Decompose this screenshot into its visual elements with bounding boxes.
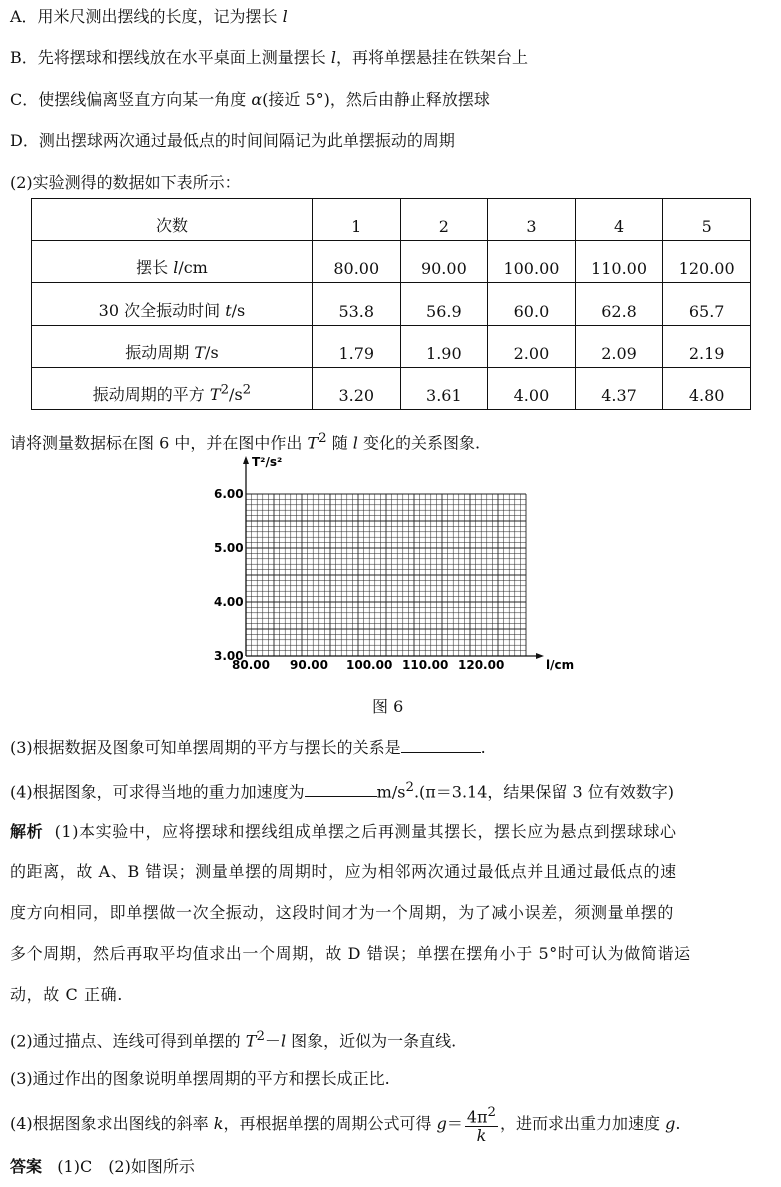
table-cell: 120.00 xyxy=(663,241,751,283)
t2-vs-l-grid-chart xyxy=(210,454,590,684)
row-label-time: 30 次全振动时间 t/s xyxy=(32,283,313,325)
x-tick-label: 110.00 xyxy=(402,658,449,672)
table-cell: 4.00 xyxy=(488,367,576,409)
x-tick-label: 120.00 xyxy=(458,658,505,672)
answer-label: 答案 xyxy=(10,1157,43,1176)
table-header-cell: 5 xyxy=(663,199,751,241)
analysis-label: 解析 xyxy=(10,822,44,841)
y-tick-label: 3.00 xyxy=(214,649,244,663)
table-cell: 80.00 xyxy=(312,241,400,283)
analysis-line-2: 的距离，故 A、B 错误；测量单摆的周期时，应为相邻两次通过最低点并且通过最低点的速 xyxy=(10,862,677,881)
figure-caption: 图 6 xyxy=(372,697,404,716)
table-cell: 3.20 xyxy=(312,367,400,409)
table-cell: 2.19 xyxy=(663,325,751,367)
analysis-line-3: 度方向相同，即单摆做一次全振动，这段时间才为一个周期，为了减小误差，须测量单摆的 xyxy=(10,903,675,922)
question-2-intro: (2)实验测得的数据如下表所示： xyxy=(10,173,241,192)
question-3: (3)根据数据及图象可知单摆周期的平方与摆长的关系是 . xyxy=(10,738,486,757)
table-cell: 60.0 xyxy=(488,283,576,325)
question-4: (4)根据图象，可求得当地的重力加速度为 $m/s^2.(\pi=3.14$，结果保留 3 位有效数字) xyxy=(10,780,675,802)
y-tick-label: 6.00 xyxy=(214,487,244,501)
x-tick-label: 100.00 xyxy=(346,658,393,672)
table-row xyxy=(32,367,751,409)
analysis-part-4: (4)根据图象求出图线的斜率 k，再根据单摆的周期公式可得 g＝ $\frac{4\pi^2}{k}$ ，进而求出重力加速度 g. xyxy=(10,1104,681,1146)
table-cell: 100.00 xyxy=(488,241,576,283)
table-header-cell: 次数 xyxy=(32,199,313,241)
answer-blank xyxy=(401,736,481,753)
y-tick-label: 4.00 xyxy=(214,595,244,609)
table-cell: 56.9 xyxy=(400,283,488,325)
table-row xyxy=(32,325,751,367)
option-a: A．用米尺测出摆线的长度，记为摆长 l xyxy=(10,7,288,26)
table-cell: 65.7 xyxy=(663,283,751,325)
table-cell: 4.37 xyxy=(575,367,663,409)
table-cell: 90.00 xyxy=(400,241,488,283)
answer-blank xyxy=(305,780,377,797)
table-header-cell: 4 xyxy=(575,199,663,241)
table-cell: 2.09 xyxy=(575,325,663,367)
analysis-line-5: 动，故 C 正确. xyxy=(10,985,123,1004)
analysis-line-4: 多个周期，然后再取平均值求出一个周期，故 D 错误；单摆在摆角小于 5°时可认为做简谐运 xyxy=(10,944,691,963)
table-row xyxy=(32,241,751,283)
plot-instruction: 请将测量数据标在图 6 中，并在图中作出 $T^2$ 随 l 变化的关系图象. xyxy=(10,431,481,453)
row-label-period: 振动周期 T/s xyxy=(32,325,313,367)
x-tick-label: 80.00 xyxy=(232,658,270,672)
table-cell: 3.61 xyxy=(400,367,488,409)
analysis-part-2: (2)通过描点、连线可得到单摆的 $T^2-l$ 图象，近似为一条直线. xyxy=(10,1029,457,1051)
analysis-line-1: 解析 (1)本实验中，应将摆球和摆线组成单摆之后再测量其摆长，摆长应为悬点到摆球球心 xyxy=(10,822,677,841)
answer-line: 答案 (1)C (2)如图所示 xyxy=(10,1157,195,1176)
row-label-length: 摆长 l/cm xyxy=(32,241,313,283)
table-cell: 62.8 xyxy=(575,283,663,325)
fraction-formula: $\frac{4\pi^2}{k}$ xyxy=(466,1104,497,1146)
y-tick-label: 5.00 xyxy=(214,541,244,555)
chart-grid xyxy=(246,494,526,656)
table-header-cell: 2 xyxy=(400,199,488,241)
table-header-cell: 3 xyxy=(488,199,576,241)
y-axis-arrow-icon xyxy=(243,456,249,464)
x-axis-label: l/cm xyxy=(546,658,575,672)
analysis-part-3: (3)通过作出的图象说明单摆周期的平方和摆长成正比. xyxy=(10,1069,390,1088)
option-d: D．测出摆球两次通过最低点的时间间隔记为此单摆振动的周期 xyxy=(10,131,455,150)
table-cell: 2.00 xyxy=(488,325,576,367)
table-cell: 1.79 xyxy=(312,325,400,367)
table-row xyxy=(32,283,751,325)
option-c: C．使摆线偏离竖直方向某一角度 α(接近 5°)，然后由静止释放摆球 xyxy=(10,90,490,109)
table-header-cell: 1 xyxy=(312,199,400,241)
table-cell: 53.8 xyxy=(312,283,400,325)
table-cell: 110.00 xyxy=(575,241,663,283)
x-tick-label: 90.00 xyxy=(290,658,328,672)
row-label-period-squared: 振动周期的平方 $T^2/s^2$ xyxy=(32,367,313,409)
y-axis-label: T²/s² xyxy=(252,455,283,469)
table-cell: 1.90 xyxy=(400,325,488,367)
table-header-row xyxy=(32,199,751,241)
data-table xyxy=(31,198,751,410)
table-cell: 4.80 xyxy=(663,367,751,409)
x-axis-arrow-icon xyxy=(536,653,544,659)
option-b: B．先将摆球和摆线放在水平桌面上测量摆长 l，再将单摆悬挂在铁架台上 xyxy=(10,48,528,67)
